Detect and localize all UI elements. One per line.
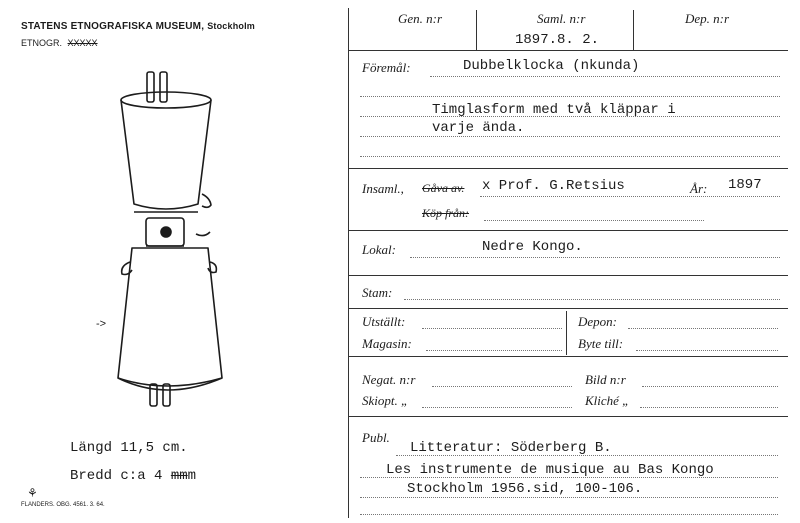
- width-line-a: Bredd c:a 4: [70, 468, 171, 484]
- depon-label: Depon:: [578, 314, 617, 329]
- etnogr-line: [21, 38, 98, 48]
- stam-label: Stam:: [362, 285, 393, 300]
- lower-bar-left: [150, 384, 157, 406]
- header-divider-2: [633, 10, 634, 50]
- publ-dotline-1: [396, 455, 778, 456]
- bild-dotline: [642, 386, 778, 387]
- upper-knot: [202, 194, 211, 207]
- etnogr-struck: XXXXX: [67, 38, 98, 48]
- rule-insaml: [348, 230, 788, 231]
- header-gen: Gen. n:r: [398, 11, 443, 26]
- litt-line: Litteratur: Söderberg B.: [410, 440, 612, 456]
- rule-lokal: [348, 275, 788, 276]
- lower-bar-right: [163, 384, 170, 406]
- skiopt-label: Skiopt. „: [362, 393, 409, 408]
- magasin-label: Magasin:: [362, 336, 412, 351]
- desc-dotline-3: [360, 156, 780, 157]
- upper-bar-left: [147, 72, 154, 102]
- rule-foremal: [348, 168, 788, 169]
- lokal-dotline: [410, 257, 780, 258]
- foremal-dotline-2: [360, 96, 780, 97]
- etnogr-prefix: ETNOGR.: [21, 38, 63, 48]
- publ-dotline-2: [360, 477, 778, 478]
- upper-bell-body: [121, 100, 211, 209]
- double-bell-drawing: [90, 62, 230, 422]
- foremal-value: Dubbelklocka (nkunda): [463, 58, 640, 74]
- rule-stam: [348, 308, 788, 309]
- rule-header: [348, 50, 788, 51]
- desc-line2: varje ända.: [432, 120, 525, 136]
- ar-label: År:: [690, 181, 708, 196]
- printer-line: FLANDERS. OBG. 4561. 3. 64.: [21, 502, 105, 508]
- utstallt-label: Utställt:: [362, 314, 406, 329]
- depon-divider: [566, 311, 567, 355]
- kliche-label: Kliché „: [585, 393, 630, 408]
- ar-value: 1897: [728, 177, 762, 193]
- stam-dotline: [404, 299, 780, 300]
- foremal-label: Föremål:: [362, 60, 411, 75]
- collar-rivet: [161, 227, 171, 237]
- litt-line3: Stockholm 1956.sid, 100-106.: [407, 481, 643, 497]
- desc-dotline-2: [360, 136, 780, 137]
- negat-dotline: [432, 386, 572, 387]
- magasin-dotline: [426, 350, 562, 351]
- arrow-mark: ->: [96, 318, 107, 330]
- header-dep: Dep. n:r: [685, 11, 730, 26]
- skiopt-dotline: [422, 407, 572, 408]
- kop-label: Köp från:: [422, 206, 470, 220]
- insaml-dotline: [480, 196, 780, 197]
- lower-bell-body: [118, 248, 222, 386]
- lokal-value: Nedre Kongo.: [482, 239, 583, 255]
- publ-dotline-4: [360, 514, 778, 515]
- desc-dotline-1: [360, 116, 780, 117]
- header-saml: Saml. n:r: [537, 11, 586, 26]
- publ-dotline-3: [360, 497, 778, 498]
- length-line: Längd 11,5 cm.: [70, 440, 188, 456]
- insaml-struck: Gåva av.: [422, 181, 465, 195]
- kliche-dotline: [640, 407, 778, 408]
- saml-value: 1897.8. 2.: [515, 32, 600, 48]
- width-line-b: m: [187, 468, 197, 484]
- museum-header: [21, 21, 255, 32]
- museum-name: STATENS ETNOGRAFISKA MUSEUM,: [21, 21, 205, 32]
- negat-label: Negat. n:r: [362, 372, 416, 387]
- depon-dotline: [628, 328, 778, 329]
- bild-label: Bild n:r: [585, 372, 626, 387]
- upper-bar-right: [160, 72, 167, 102]
- width-line: [70, 468, 196, 484]
- litt-line2: Les instrumente de musique au Bas Kongo: [386, 462, 714, 478]
- foremal-dotline: [430, 76, 780, 77]
- printer-logo-icon: ⚘: [27, 486, 38, 500]
- insaml-value: x Prof. G.Retsius: [482, 178, 625, 194]
- kop-dotline: [484, 220, 704, 221]
- width-line-struck: mm: [170, 468, 188, 484]
- collar-tie: [196, 232, 210, 236]
- publ-label: Publ.: [362, 430, 390, 445]
- lokal-label: Lokal:: [362, 242, 396, 257]
- insaml-label: Insaml.,: [362, 181, 404, 196]
- card-left-border: [348, 8, 349, 518]
- upper-bell-rim: [121, 92, 211, 108]
- header-divider-1: [476, 10, 477, 50]
- rule-depon: [348, 356, 788, 357]
- byte-label: Byte till:: [578, 336, 624, 351]
- utstallt-dotline: [422, 328, 562, 329]
- desc-line1: Timglasform med två kläppar i: [432, 102, 676, 118]
- rule-negat: [348, 416, 788, 417]
- byte-dotline: [636, 350, 778, 351]
- museum-city: Stockholm: [207, 21, 255, 31]
